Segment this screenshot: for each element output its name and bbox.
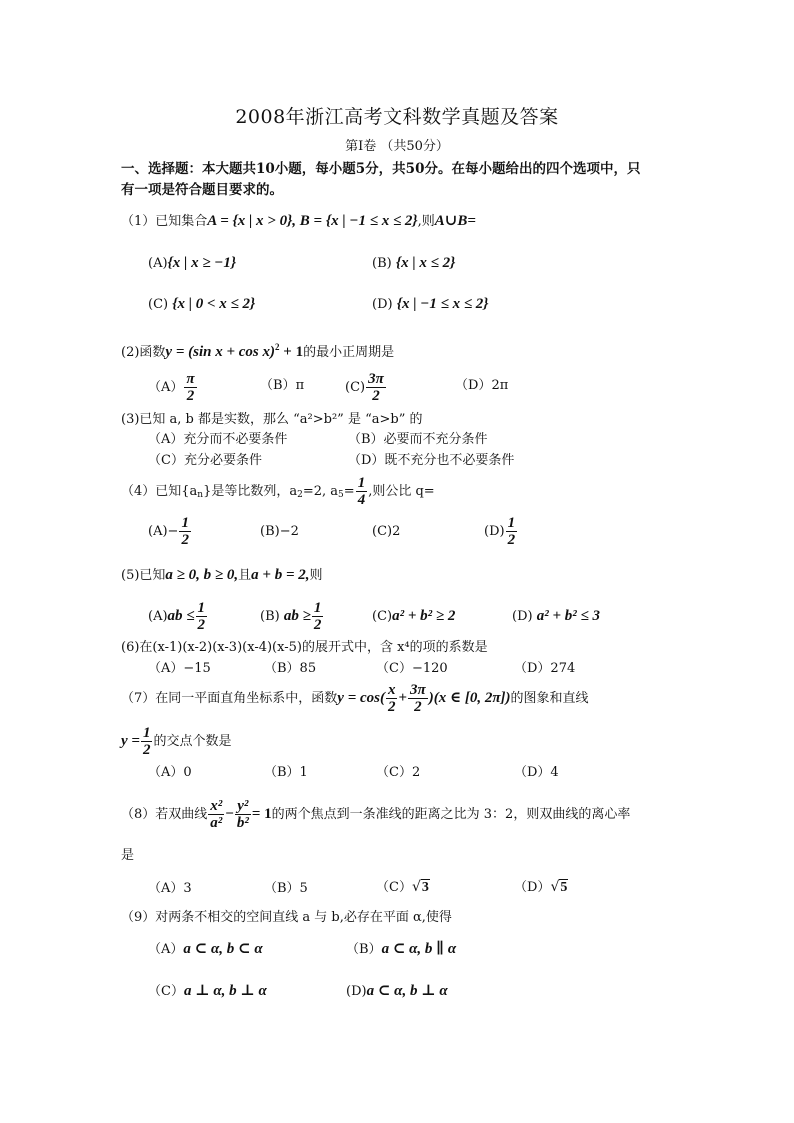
q4-option-c: (C)2 bbox=[372, 524, 401, 539]
question-7-stem-line2: y = $\frac{1}{2}$ 的交点个数是 bbox=[121, 725, 232, 758]
question-8-stem: （8）若双曲线 $\frac{\text{x²}}{\text{a²}}$ − $\frac{\text{y²}}{\text{b²}}$ = 1的两个焦点到一条准线的距离之比为 3：2，则双曲线的离心率 bbox=[121, 798, 631, 831]
q3-option-a: （A）充分而不必要条件 bbox=[148, 432, 288, 447]
q6-option-d: （D）274 bbox=[514, 661, 576, 676]
q6-option-c: （C）−120 bbox=[376, 661, 448, 676]
page-subtitle: 第Ⅰ卷 （共50分） bbox=[345, 139, 449, 154]
q5-option-d: (D) a² + b² ≤ 3 bbox=[512, 608, 600, 624]
q5-option-a: (A)ab ≤ $\frac{1}{2}$ bbox=[148, 600, 206, 633]
q8-option-d: （D）√5 bbox=[514, 879, 568, 895]
question-9-stem: （9）对两条不相交的空间直线 a 与 b,必存在平面 α,使得 bbox=[121, 910, 452, 925]
page-title: 2008年浙江高考文科数学真题及答案 bbox=[235, 106, 559, 128]
q3-option-b: （B）必要而不充分条件 bbox=[348, 432, 488, 447]
q8-option-a: （A）3 bbox=[148, 881, 192, 896]
q5-option-c: (C)a² + b² ≥ 2 bbox=[372, 608, 456, 624]
question-7-stem: （7）在同一平面直角坐标系中，函数y = cos( $\frac{x}{2}$ + $\frac{3\pi}{2}$ )(x ∈ [0, 2π])的图象和直线 bbox=[121, 682, 589, 715]
q7-option-a: （A）0 bbox=[148, 765, 192, 780]
q1-option-b: (B) {x | x ≤ 2} bbox=[372, 255, 456, 271]
q6-option-b: （B）85 bbox=[264, 661, 317, 676]
question-5-stem: (5)已知a ≥ 0, b ≥ 0,且a + b = 2,则 bbox=[121, 567, 323, 583]
q9-option-b: （B）a ⊂ α, b ∥ α bbox=[346, 941, 457, 957]
section-heading-line1: 一、选择题：本大题共10小题，每小题5分，共50分。在每小题给出的四个选项中，只 bbox=[121, 161, 641, 177]
q8-option-b: （B）5 bbox=[264, 881, 308, 896]
q1-sets: A = {x | x > 0}, B = {x | −1 ≤ x ≤ 2} bbox=[207, 213, 418, 229]
q2-option-a: （A） $\frac{\pi}{2}$ bbox=[148, 371, 195, 404]
q4-option-d: (D) $\frac{1}{2}$ bbox=[484, 515, 516, 548]
q9-option-a: （A）a ⊂ α, b ⊂ α bbox=[148, 941, 263, 957]
q3-option-c: （C）充分必要条件 bbox=[148, 453, 262, 468]
q8-option-c: （C）√3 bbox=[376, 879, 429, 895]
q7-option-c: （C）2 bbox=[376, 765, 421, 780]
question-8-stem-line2: 是 bbox=[121, 848, 135, 863]
q1-option-a: (A){x | x ≥ −1} bbox=[148, 255, 237, 271]
question-3-stem: (3)已知 a, b 都是实数，那么 “a²>b²” 是 “a>b” 的 bbox=[121, 412, 423, 427]
q7-option-b: （B）1 bbox=[264, 765, 308, 780]
section-heading-line2: 有一项是符合题目要求的。 bbox=[121, 182, 283, 198]
q9-option-d: (D)a ⊂ α, b ⊥ α bbox=[346, 983, 448, 999]
q3-option-d: （D）既不充分也不必要条件 bbox=[348, 453, 515, 468]
q2-option-d: （D）2π bbox=[455, 378, 509, 393]
q4-option-b: (B)−2 bbox=[260, 524, 299, 539]
q2-option-c: (C) $\frac{3\pi}{2}$ bbox=[345, 371, 384, 404]
question-2-stem: (2)函数y = (sin x + cos x)$^2$ + 1的最小正周期是 bbox=[121, 342, 395, 360]
q7-option-d: （D）4 bbox=[514, 765, 559, 780]
q1-option-c: (C) {x | 0 < x ≤ 2} bbox=[148, 296, 256, 312]
q6-option-a: （A）−15 bbox=[148, 661, 211, 676]
q9-option-c: （C）a ⊥ α, b ⊥ α bbox=[148, 983, 267, 999]
q1-option-d: (D) {x | −1 ≤ x ≤ 2} bbox=[372, 296, 489, 312]
question-6-stem: (6)在(x-1)(x-2)(x-3)(x-4)(x-5)的展开式中，含 x⁴的项的系数是 bbox=[121, 640, 488, 655]
q5-option-b: (B) ab ≥ $\frac{1}{2}$ bbox=[260, 600, 322, 633]
question-4-stem: （4）已知$\{a_n\}$是等比数列，$a_2=2$, $a_5=$ $\frac{1}{4}$ ,则公比 q= bbox=[121, 475, 435, 508]
question-1-stem: （1）已知集合A = {x | x > 0}, B = {x | −1 ≤ x ≤ 2},则A∪B= bbox=[121, 213, 476, 229]
q4-option-a: (A)− $\frac{1}{2}$ bbox=[148, 515, 189, 548]
q2-option-b: （B）π bbox=[260, 378, 305, 393]
